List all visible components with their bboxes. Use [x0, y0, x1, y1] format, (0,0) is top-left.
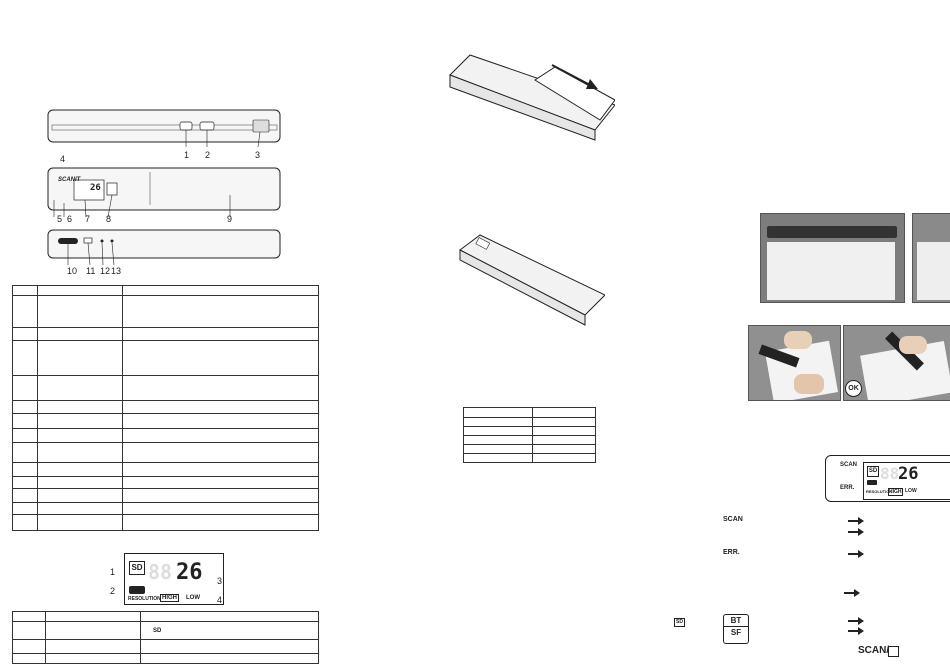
callout-6: 6 — [67, 214, 73, 224]
exit-icon — [888, 646, 899, 657]
scanner-calibration-illustration — [440, 45, 615, 155]
lcd-resolution-label: RESOLUTION — [128, 596, 161, 602]
lcd-number: 26 — [176, 560, 203, 585]
scan-lcd-ghost: 88 — [880, 464, 900, 483]
callout-8: 8 — [106, 214, 112, 224]
status-scan-label: SCAN — [723, 516, 743, 523]
callout-11: 11 — [86, 266, 96, 276]
brand-label: SCANIT — [58, 177, 81, 183]
scan-photo-2 — [912, 213, 950, 303]
scan-end-label: SCAN/ — [858, 645, 890, 656]
lcd-scan-text: SCAN — [840, 462, 858, 468]
parts-table — [12, 285, 319, 531]
lcd-callout-2: 2 — [110, 586, 116, 596]
callout-4: 4 — [60, 154, 66, 164]
lcd-callout-1: 1 — [110, 567, 116, 577]
lcd-high-label: HIGH — [162, 595, 177, 601]
lcd-ghost-digits: 88 — [148, 560, 173, 584]
sf-label: SF — [724, 626, 748, 638]
callout-9: 9 — [227, 214, 233, 224]
status-err-label: ERR. — [723, 549, 740, 556]
lcd-err-text: ERR. — [840, 485, 855, 491]
battery-icon — [129, 586, 145, 594]
scan-lcd-resolution: RESOLUTION — [866, 489, 893, 494]
arrow-icon — [844, 592, 858, 594]
scan-photo-1 — [760, 213, 905, 303]
arrow-icon — [848, 630, 862, 632]
ok-badge: OK — [845, 380, 862, 397]
sd-icon: SD — [674, 618, 685, 627]
scan-battery-icon — [867, 480, 877, 485]
callout-13: 13 — [111, 266, 122, 276]
lcd-low-label: LOW — [186, 595, 200, 601]
scan-lcd-high: HIGH — [889, 489, 902, 495]
lcd-table — [12, 611, 319, 664]
scan-lcd-sd: SD — [867, 466, 879, 477]
arrow-icon — [848, 531, 862, 533]
bt-label: BT — [730, 616, 742, 625]
scanner-diagram — [40, 105, 300, 275]
callout-12: 12 — [100, 266, 111, 276]
scan-lcd-number: 26 — [898, 464, 919, 484]
lcd-callout-3: 3 — [217, 576, 223, 586]
lcd-number-small: 26 — [90, 183, 101, 193]
callout-2: 2 — [205, 150, 211, 160]
callout-5: 5 — [57, 214, 63, 224]
resolution-table — [463, 407, 596, 463]
callout-10: 10 — [67, 266, 78, 276]
callout-1: 1 — [184, 150, 190, 160]
lcd-callout-4: 4 — [217, 595, 223, 605]
callout-3: 3 — [255, 150, 261, 160]
scan-lcd-low: LOW — [905, 488, 917, 494]
arrow-icon — [848, 620, 862, 622]
arrow-icon — [848, 553, 862, 555]
bt-sf-icon — [723, 614, 749, 644]
table-sd-icon: SD — [141, 622, 319, 640]
scanner-angled-illustration — [455, 230, 605, 330]
lcd-sd-icon: SD — [129, 561, 145, 575]
callout-7: 7 — [85, 214, 91, 224]
scan-photo-3 — [748, 325, 841, 401]
arrow-icon — [848, 520, 862, 522]
